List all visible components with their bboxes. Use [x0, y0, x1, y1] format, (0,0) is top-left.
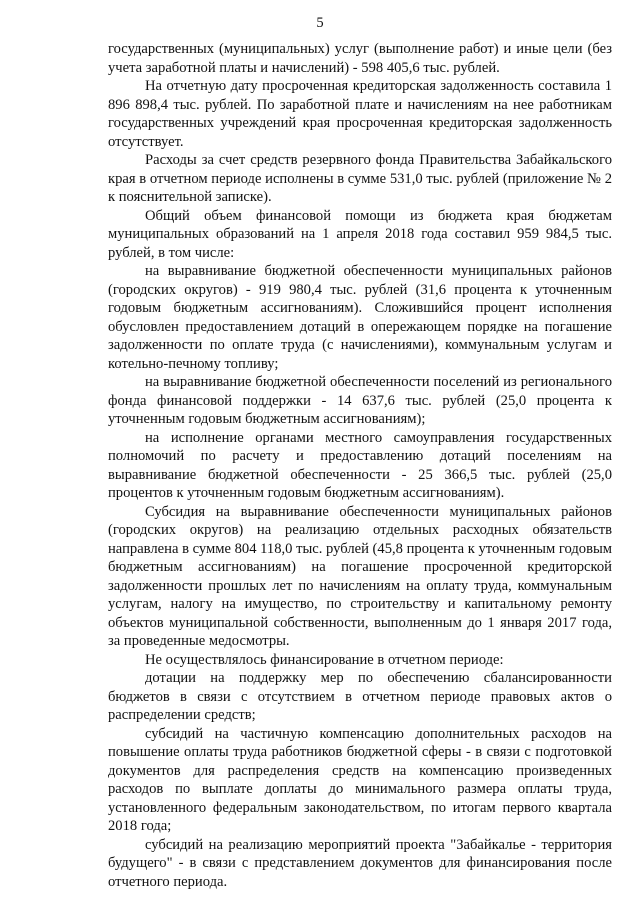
document-body: [108, 40, 612, 891]
page-number: 5: [316, 15, 324, 31]
paragraph-not-financed-project: субсидий на реализацию мероприятий проекта "Забайкалье - территория будущего" - в связи с представлением документов для финансирования после отчетного периода.: [108, 836, 612, 890]
paragraph-aid-state-powers: на исполнение органами местного самоуправления государственных полномочий по расчету и предоставлению дотаций поселениям на выравнивание бюджетной обеспеченности - 25 366,5 тыс. рублей (25,0 процентов к уточненным годовым бюджетным ассигнованиям).: [108, 429, 612, 501]
paragraph-not-financed-subsidies: дотации на поддержку мер по обеспечению сбалансированности бюджетов в связи с отсутствием в отчетном периоде правовых актов о распределении средств;: [108, 670, 612, 723]
paragraph-aid-municipal-districts: на выравнивание бюджетной обеспеченности муниципальных районов (городских округов) - 919 980,4 тыс. рублей (31,6 процента к уточненным годовым бюджетным ассигнованиям). Сложившийся процент исполнения обусловлен предоставлением дотаций в опережающем порядке на погашение задолженности по оплате труда (с начислениями), коммунальным услугам и котельно-печному топливу;: [108, 263, 612, 372]
paragraph-reserve-fund: Расходы за счет средств резервного фонда Правительства Забайкальского края в отчетном периоде исполнены в сумме 531,0 тыс. рублей (приложение № 2 к пояснительной записке).: [108, 152, 612, 205]
paragraph-not-financed-heading: Не осуществлялось финансирование в отчетном периоде:: [145, 651, 504, 668]
paragraph-subsidy-equalization: Субсидия на выравнивание обеспеченности муниципальных районов (городских округов) на реализацию отдельных расходных обязательств направлена в сумме 804 118,0 тыс. рублей (45,8 процента к уточненным годовым бюджетным ассигнованиям) на погашение просроченной кредиторской задолженности прошлых лет по начислениям на оплату труда, коммунальным услугам, налогу на имущество, по строительству и капитальному ремонту объектов муниципальной собственности, выполненным до 1 января 2017 года, за проведенные медосмотры.: [108, 503, 612, 649]
paragraph-financial-aid-total: Общий объем финансовой помощи из бюджета края бюджетам муниципальных образований на 1 апреля 2018 года составил 959 984,5 тыс. рублей, в том числе:: [108, 207, 612, 261]
paragraph-not-financed-salary-compensation: субсидий на частичную компенсацию дополнительных расходов на повышение оплаты труда работников бюджетной сферы - в связи с подготовкой документов для распределения средств на компенсацию произведенных расходов по выплате доплаты до минимального размера оплаты труда, установленного федеральным законодательством, по итогам первого квартала 2018 года;: [108, 725, 612, 834]
paragraph-aid-settlements: на выравнивание бюджетной обеспеченности поселений из регионального фонда финансовой поддержки - 14 637,6 тыс. рублей (25,0 процента к уточненным годовым бюджетным ассигнованиям);: [108, 374, 612, 427]
paragraph-continuation: государственных (муниципальных) услуг (выполнение работ) и иные цели (без учета заработной платы и начислений) - 598 405,6 тыс. рублей.: [108, 41, 612, 76]
paragraph-overdue-debt: На отчетную дату просроченная кредиторская задолженность составила 1 896 898,4 тыс. рублей. По заработной плате и начислениям на нее работникам государственных учреждений края просроченная кредиторская задолженность отсутствует.: [108, 78, 612, 150]
